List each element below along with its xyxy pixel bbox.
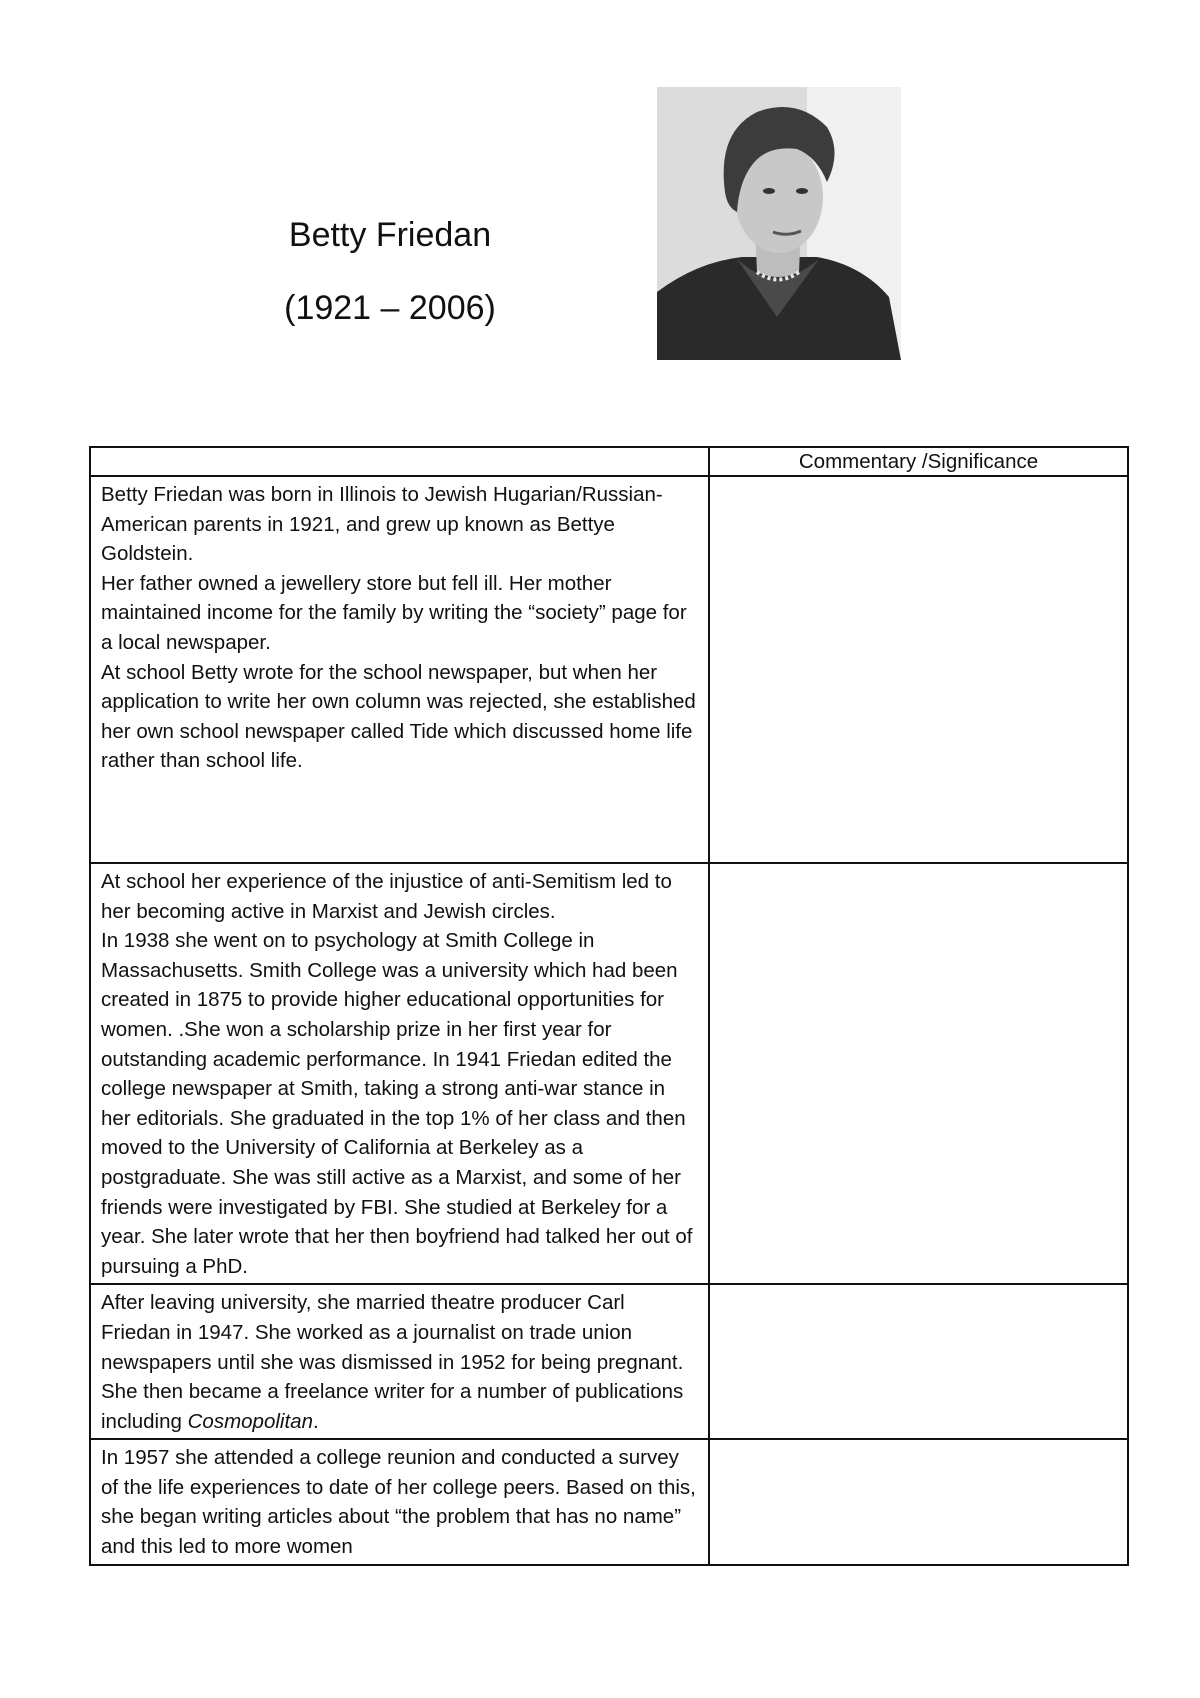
biography-cell bbox=[90, 863, 709, 1284]
biography-cell bbox=[90, 476, 709, 863]
publication-title: Cosmopolitan bbox=[187, 1409, 313, 1433]
biography-text: After leaving university, she married theatre producer Carl Friedan in 1947. She worked as a journalist on trade union newspapers until she was dismissed in 1952 for being pregnant. She then became a freelance writer for a number of publications including bbox=[101, 1291, 684, 1433]
biography-paragraph: At school her experience of the injustice of anti-Semitism led to her becoming active in Marxist and Jewish circles. bbox=[101, 870, 672, 923]
table-row bbox=[90, 1439, 1128, 1564]
biography-text-end: . bbox=[312, 1409, 319, 1433]
title-block bbox=[240, 215, 540, 328]
table-row bbox=[90, 476, 1128, 863]
worksheet-table bbox=[89, 446, 1129, 1566]
commentary-cell[interactable] bbox=[709, 476, 1128, 863]
page-title: Betty Friedan bbox=[288, 216, 492, 254]
commentary-cell[interactable] bbox=[709, 1439, 1128, 1564]
biography-paragraph: At school Betty wrote for the school newspaper, but when her application to write her own column was rejected, she established her own school newspaper called Tide which discussed home life rather than school life. bbox=[101, 660, 696, 773]
column-header-commentary: Commentary /Significance bbox=[709, 447, 1128, 476]
biography-paragraph: In 1957 she attended a college reunion and conducted a survey of the life experiences to date of her college peers. Based on this, she began writing articles about “the problem that has no name” and this led to more women bbox=[101, 1446, 696, 1559]
column-header-text bbox=[90, 447, 709, 476]
biography-cell bbox=[90, 1439, 709, 1564]
commentary-cell[interactable] bbox=[709, 863, 1128, 1284]
table-row bbox=[90, 1284, 1128, 1439]
table-header-row bbox=[90, 447, 1128, 476]
portrait-photo-icon bbox=[657, 87, 901, 360]
biography-paragraph: Betty Friedan was born in Illinois to Jewish Hugarian/Russian-American parents in 1921, and grew up known as Bettye Goldstein. bbox=[101, 483, 663, 566]
table-row bbox=[90, 863, 1128, 1284]
biography-cell bbox=[90, 1284, 709, 1439]
portrait-photo bbox=[657, 87, 901, 360]
biography-paragraph: Her father owned a jewellery store but fell ill. Her mother maintained income for the family by writing the “society” page for a local newspaper. bbox=[101, 571, 687, 654]
biography-paragraph: In 1938 she went on to psychology at Smith College in Massachusetts. Smith College was a university which had been created in 1875 to provide higher educational opportunities for women. .She won a scholarship prize in her first year for outstanding academic performance. In 1941 Friedan edited the college newspaper at Smith, taking a strong anti-war stance in her editorials. She graduated in the top 1% of her class and then moved to the University of California at Berkeley as a postgraduate. She was still active as a Marxist, and some of her friends were investigated by FBI. She studied at Berkeley for a year. She later wrote that her then boyfriend had talked her out of pursuing a PhD. bbox=[101, 929, 693, 1278]
commentary-cell[interactable] bbox=[709, 1284, 1128, 1439]
life-dates: (1921 – 2006) bbox=[284, 289, 496, 327]
